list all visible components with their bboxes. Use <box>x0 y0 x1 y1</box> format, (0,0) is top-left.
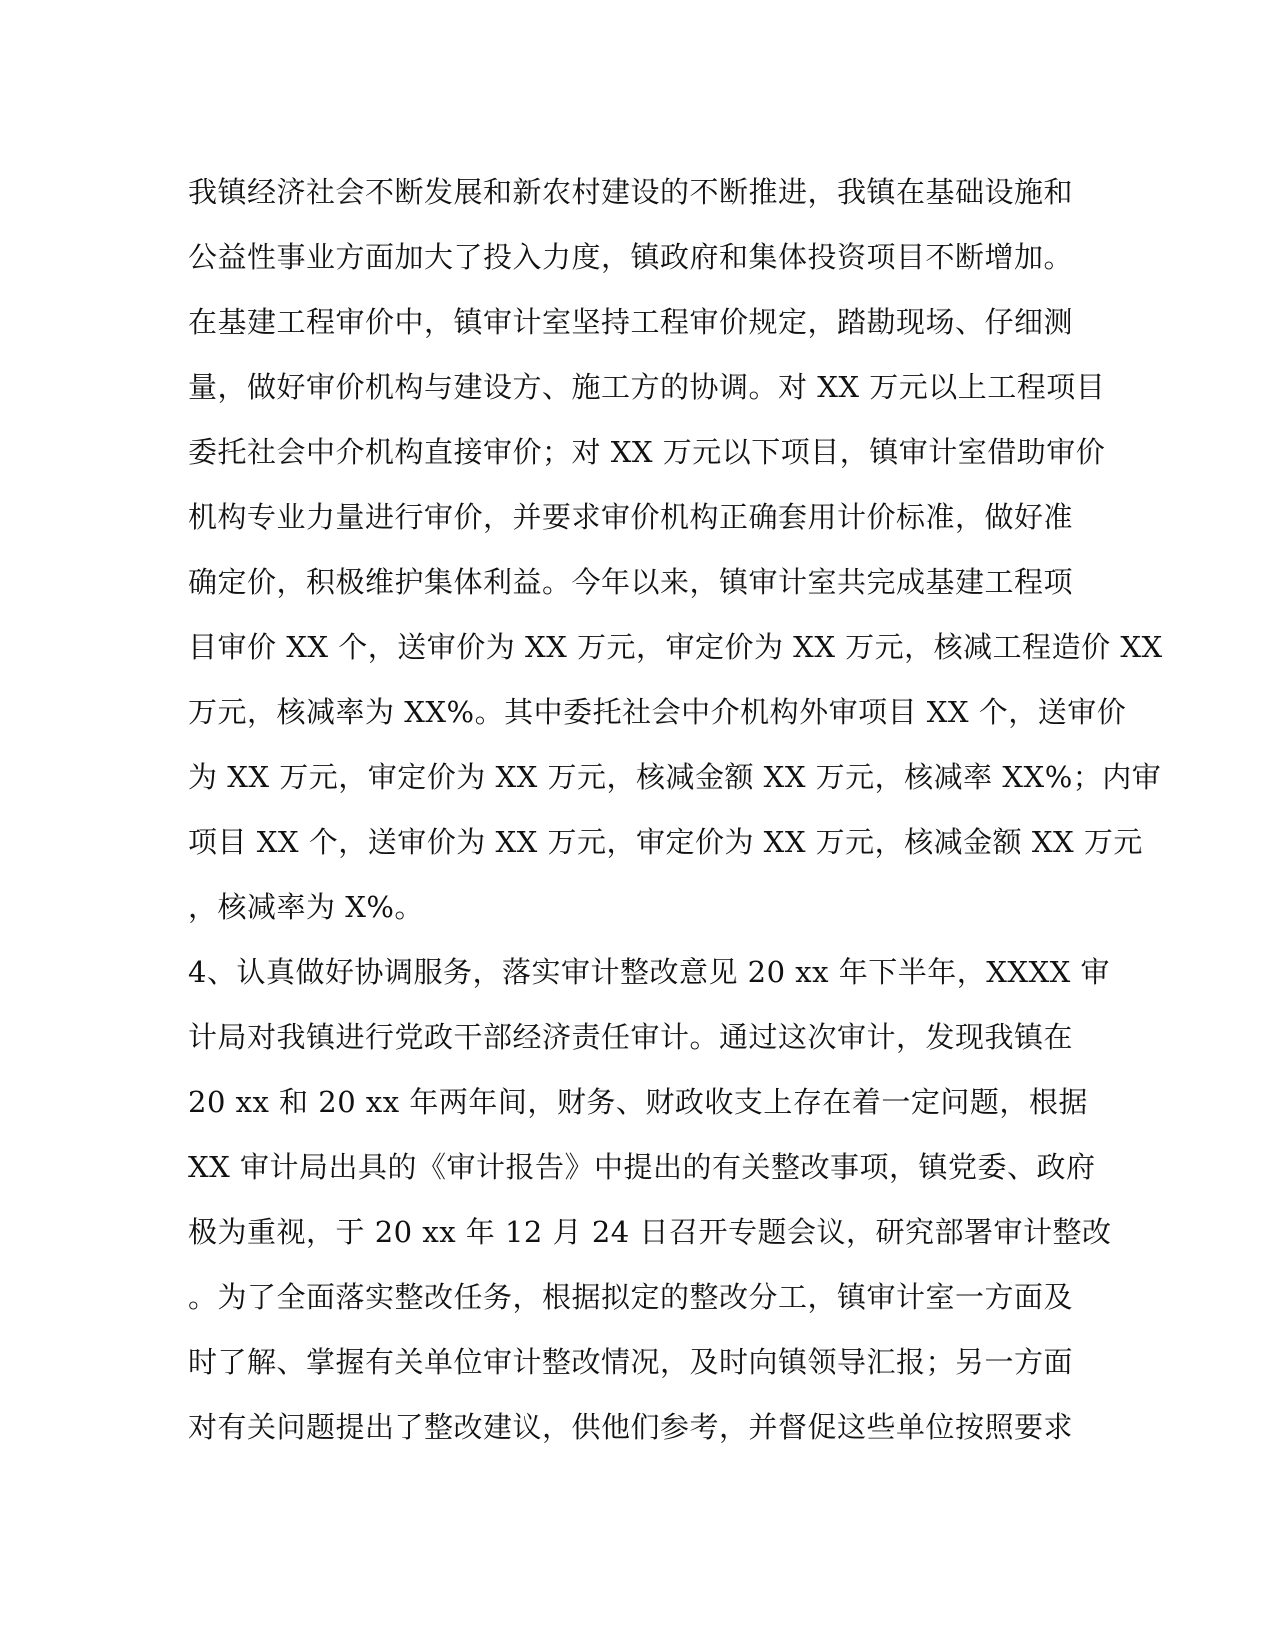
text-line: 。为了全面落实整改任务，根据拟定的整改分工，镇审计室一方面及 <box>188 1280 1074 1314</box>
text-line: 公益性事业方面加大了投入力度，镇政府和集体投资项目不断增加。 <box>188 240 1074 274</box>
text-line: 为 XX 万元，审定价为 XX 万元，核减金额 XX 万元，核减率 XX%；内审 <box>188 760 1162 794</box>
text-line: 项目 XX 个，送审价为 XX 万元，审定价为 XX 万元，核减金额 XX 万元 <box>188 825 1143 859</box>
text-line: 对有关问题提出了整改建议，供他们参考，并督促这些单位按照要求 <box>188 1410 1074 1444</box>
text-line: XX 审计局出具的《审计报告》中提出的有关整改事项，镇党委、政府 <box>188 1150 1096 1184</box>
text-line: 20 xx 和 20 xx 年两年间，财务、财政收支上存在着一定问题，根据 <box>188 1085 1088 1119</box>
text-line: 极为重视，于 20 xx 年 12 月 24 日召开专题会议，研究部署审计整改 <box>188 1215 1112 1249</box>
text-line: 目审价 XX 个，送审价为 XX 万元，审定价为 XX 万元，核减工程造价 XX <box>188 630 1163 664</box>
text-line: 计局对我镇进行党政干部经济责任审计。通过这次审计，发现我镇在 <box>188 1020 1074 1054</box>
text-line: 时了解、掌握有关单位审计整改情况，及时向镇领导汇报；另一方面 <box>188 1345 1074 1379</box>
text-line: 万元，核减率为 XX%。其中委托社会中介机构外审项目 XX 个，送审价 <box>188 695 1127 729</box>
text-line: 在基建工程审价中，镇审计室坚持工程审价规定，踏勘现场、仔细测 <box>188 305 1074 339</box>
text-line: 我镇经济社会不断发展和新农村建设的不断推进，我镇在基础设施和 <box>188 175 1074 209</box>
document-body <box>188 160 1163 1460</box>
text-line: 量，做好审价机构与建设方、施工方的协调。对 XX 万元以上工程项目 <box>188 370 1106 404</box>
text-line: 确定价，积极维护集体利益。今年以来，镇审计室共完成基建工程项 <box>188 565 1074 599</box>
text-line: ，核减率为 X%。 <box>188 890 424 924</box>
text-line: 委托社会中介机构直接审价；对 XX 万元以下项目，镇审计室借助审价 <box>188 435 1106 469</box>
text-line: 4、认真做好协调服务，落实审计整改意见 20 xx 年下半年，XXXX 审 <box>188 955 1111 989</box>
text-line: 机构专业力量进行审价，并要求审价机构正确套用计价标准，做好准 <box>188 500 1074 534</box>
